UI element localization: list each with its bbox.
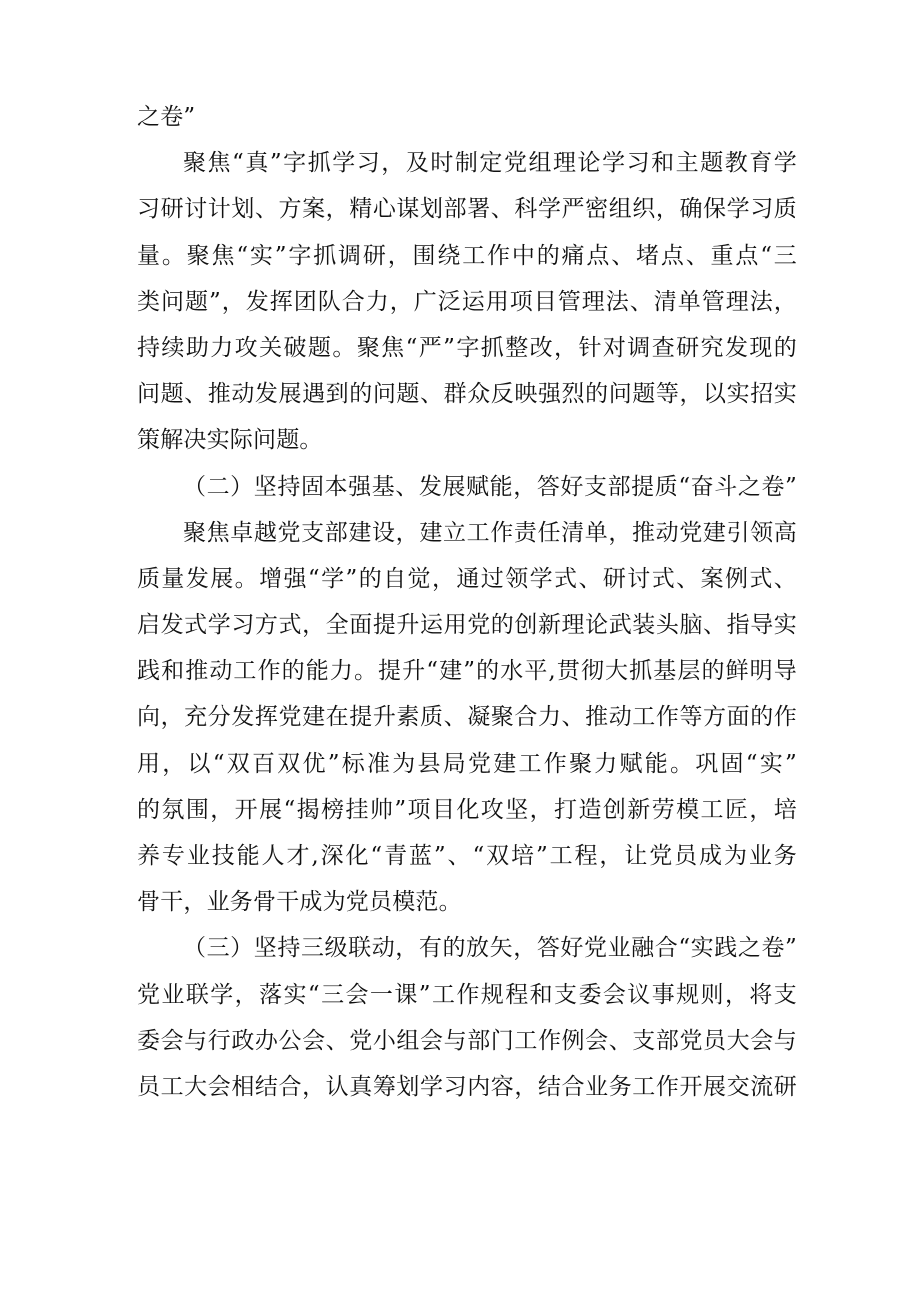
text-line: 量。聚焦“实”字抓调研，围绕工作中的痛点、堵点、重点“三	[137, 242, 797, 269]
text-line: 委会与行政办公会、党小组会与部门工作例会、支部党员大会与	[137, 1027, 797, 1054]
text-line: 员工大会相结合，认真筹划学习内容，结合业务工作开展交流研	[137, 1073, 797, 1100]
document-body	[137, 94, 797, 1110]
text-line: 向，充分发挥党建在提升素质、凝聚合力、推动工作等方面的作	[137, 704, 797, 731]
text-line: 党业联学，落实“三会一课”工作规程和支委会议事规则，将支	[137, 981, 797, 1008]
text-line: 践和推动工作的能力。提升“建”的水平,贯彻大抓基层的鲜明导	[137, 658, 797, 685]
text-line: 用，以“双百双优”标准为县局党建工作聚力赋能。巩固“实”	[137, 750, 797, 777]
text-line: 质量发展。增强“学”的自觉，通过领学式、研讨式、案例式、	[137, 565, 797, 592]
paragraph-first-line: 聚焦卓越党支部建设，建立工作责任清单，推动党建引领高	[183, 519, 797, 546]
section-heading-3: （三）坚持三级联动，有的放矢，答好党业融合“实践之卷”	[183, 935, 797, 962]
text-line: 习研讨计划、方案，精心谋划部署、科学严密组织，确保学习质	[137, 196, 797, 223]
text-line: 之卷”	[137, 104, 196, 130]
text-line: 问题、推动发展遇到的问题、群众反映强烈的问题等，以实招实	[137, 381, 797, 408]
text-line: 骨干，业务骨干成为党员模范。	[137, 889, 462, 916]
text-line: 启发式学习方式，全面提升运用党的创新理论武装头脑、指导实	[137, 612, 797, 639]
paragraph-first-line: 聚焦“真”字抓学习，及时制定党组理论学习和主题教育学	[183, 150, 797, 177]
text-line: 养专业技能人才,深化“青蓝”、“双培”工程，让党员成为业务	[137, 843, 797, 869]
section-heading-2: （二）坚持固本强基、发展赋能，答好支部提质“奋斗之卷”	[183, 473, 797, 500]
text-line: 的氛围，开展“揭榜挂帅”项目化攻坚，打造创新劳模工匠，培	[137, 796, 797, 823]
text-line: 策解决实际问题。	[137, 427, 323, 454]
text-line: 类问题”，发挥团队合力，广泛运用项目管理法、清单管理法，	[137, 288, 797, 315]
text-line: 持续助力攻关破题。聚焦“严”字抓整改，针对调查研究发现的	[137, 334, 797, 361]
